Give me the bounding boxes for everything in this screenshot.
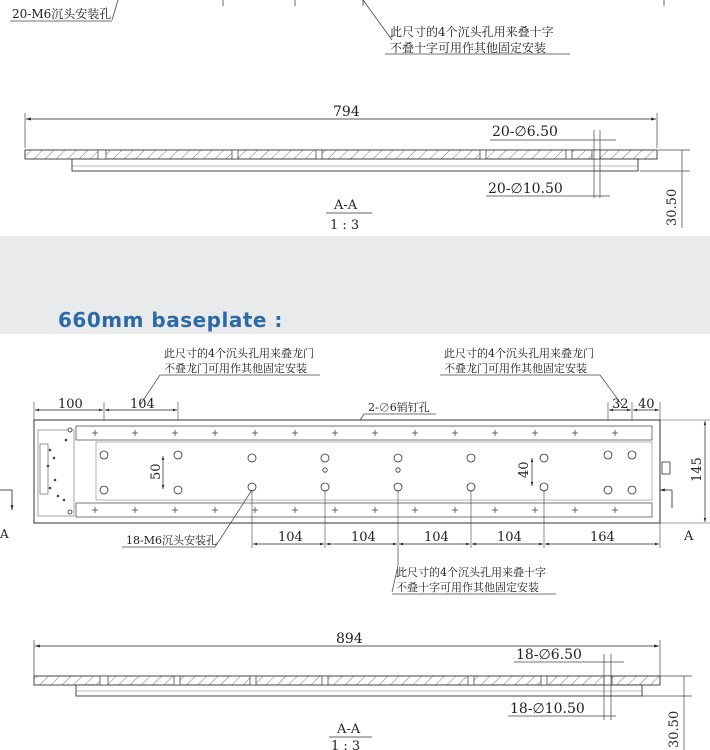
plan-dim-104-top: 104 (130, 397, 155, 412)
bottom-small-hole: 18-∅6.50 (516, 647, 582, 663)
plan-note-bottom-2: 不叠十字可用作其他固定安装 (396, 581, 539, 594)
plan-note-right-2: 不叠龙门可用作其他固定安装 (444, 362, 587, 375)
top-section (10, 0, 690, 233)
bottom-plate-section (34, 676, 660, 685)
top-note-line2: 不叠十字可用作其他固定安装 (390, 41, 547, 55)
plan-dim-100: 100 (58, 397, 83, 412)
top-length-dim: 794 (333, 104, 360, 120)
bottom-large-hole: 18-∅10.50 (510, 701, 585, 717)
plan-dim-50: 50 (149, 463, 164, 480)
plan-dim-145: 145 (690, 457, 705, 482)
top-small-hole: 20-∅6.50 (492, 124, 558, 140)
bottom-section (34, 631, 692, 750)
plan-note-bottom-1: 此尺寸的4个沉头孔用来叠十字 (396, 566, 546, 579)
plan-hole-label: 18-M6沉头安装孔 (126, 534, 217, 547)
plan-note-left-1: 此尺寸的4个沉头孔用来叠龙门 (164, 347, 314, 360)
plan-bottom-dim-5: 164 (590, 530, 615, 545)
plan-section-marker-right: A (684, 529, 694, 544)
bottom-scale: 1 : 3 (331, 739, 361, 750)
bottom-length-dim: 894 (336, 631, 363, 647)
plan-note-right-1: 此尺寸的4个沉头孔用来叠龙门 (444, 347, 594, 360)
bottom-section-name: A-A (337, 722, 361, 737)
top-scale: 1 : 3 (330, 218, 360, 233)
top-large-hole: 20-∅10.50 (488, 181, 563, 197)
plan-view (0, 346, 710, 594)
top-hole-label: 20-M6沉头安装孔 (12, 7, 112, 21)
plan-bottom-dim-4: 104 (497, 530, 522, 545)
plan-pin-label: 2-∅6销钉孔 (368, 401, 430, 414)
plan-bottom-dim-2: 104 (351, 530, 376, 545)
plan-dim-40-top: 40 (638, 397, 655, 412)
bottom-height-dim: 30.50 (667, 710, 682, 748)
plan-bottom-dim-3: 104 (424, 530, 449, 545)
plan-bottom-dim-1: 104 (278, 530, 303, 545)
top-height-dim: 30.50 (665, 188, 680, 226)
top-section-name: A-A (334, 198, 358, 213)
plan-dim-32: 32 (612, 397, 629, 412)
top-note-line1: 此尺寸的4个沉头孔用来叠十字 (390, 25, 554, 39)
plan-note-left-2: 不叠龙门可用作其他固定安装 (164, 362, 307, 375)
plan-dim-40-mid: 40 (517, 461, 532, 478)
top-plate-section (25, 150, 657, 159)
section-heading: 660mm baseplate : (58, 308, 283, 332)
plan-section-marker-left: A (0, 527, 9, 541)
